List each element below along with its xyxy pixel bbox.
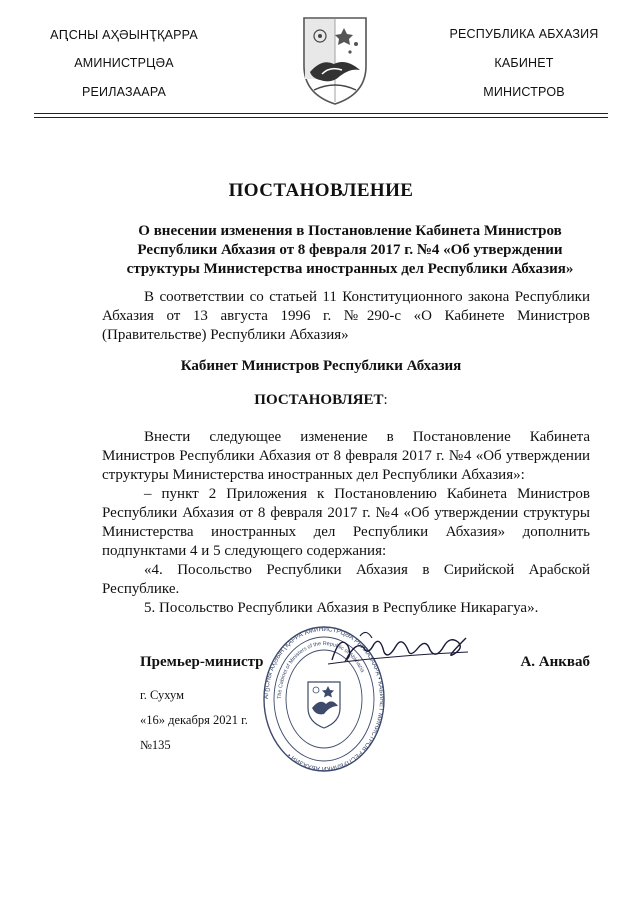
header-left-line-1: АԤСНЫ АҲӘЫНҬҚАРРА — [50, 28, 198, 42]
header-right-line-3: МИНИСТРОВ — [483, 85, 565, 99]
header-left — [4, 27, 244, 114]
document-title: ПОСТАНОВЛЕНИЕ — [228, 180, 414, 201]
header-divider-thick — [34, 113, 608, 114]
resolves-word: ПОСТАНОВЛЯЕТ — [254, 392, 384, 408]
header-left-line-3: РЕИЛАЗААРА — [81, 85, 167, 99]
body-paragraph-3: «4. Посольство Республики Абхазия в Сирийской Арабской Республике. — [102, 562, 590, 597]
header-left-line-2: АМИНИСТРЦӘА — [74, 56, 174, 70]
body-paragraph-1: Внести следующее изменение в Постановление Кабинета Министров Республики Абхазия от 8 февраля 2017 г. №4 «Об утверждении структуры Министерства иностранных дел Республики Абхазия»: — [102, 429, 590, 483]
issuer-heading: Кабинет Министров Республики Абхазия — [180, 358, 462, 374]
document-subject: О внесении изменения в Постановление Кабинета Министров Республики Абхазия от 8 февраля 2017 г. №4 «Об утверждении структуры Министерства иностранных дел Республики Абхазия» — [126, 223, 574, 277]
header-right-line-1: РЕСПУБЛИКА АБХАЗИЯ — [449, 27, 599, 41]
header-divider-thin — [34, 117, 608, 118]
footer-date: «16» декабря 2021 г. — [140, 713, 248, 727]
body-paragraph-2: – пункт 2 Приложения к Постановлению Кабинета Министров Республики Абхазия от 8 февраля 2017 г. №4 «Об утверждении структуры Министерства иностранных дел Республики Абхазия» дополнить подпунктами 4 и 5 следующего содержания: — [102, 486, 590, 559]
signatory-position: Премьер-министр — [140, 654, 264, 670]
preamble-paragraph: В соответствии со статьей 11 Конституционного закона Республики Абхазия от 13 августа 1996 г. №290-с «О Кабинете Министров (Правительстве) Республики Абхазия» — [102, 289, 590, 343]
body-text — [102, 428, 590, 618]
header-right-line-2: КАБИНЕТ — [494, 56, 554, 70]
footer-number: №135 — [140, 738, 171, 752]
handwritten-signature — [326, 626, 471, 674]
resolves-colon: : — [383, 392, 388, 408]
footer-city: г. Сухум — [140, 688, 185, 702]
seal-inner-text: The Cabinet of Ministers of the Republic of Abkhazia — [276, 640, 366, 700]
resolves-heading — [34, 392, 608, 409]
body-paragraph-4: 5. Посольство Республики Абхазия в Республике Никарагуа». — [144, 600, 539, 616]
signatory-name: А. Анкваб — [520, 654, 590, 670]
coat-of-arms-emblem — [300, 14, 370, 106]
seal-outer-text: АҦСНЫ АҲӘЫНҬҚАРРА АМИНИСТРЦӘА РЕИЛАЗААРА • КАБИНЕТ МИНИСТРОВ РЕСПУБЛИКИ АБХАЗИЯ • — [262, 625, 386, 773]
header-right — [404, 27, 640, 114]
